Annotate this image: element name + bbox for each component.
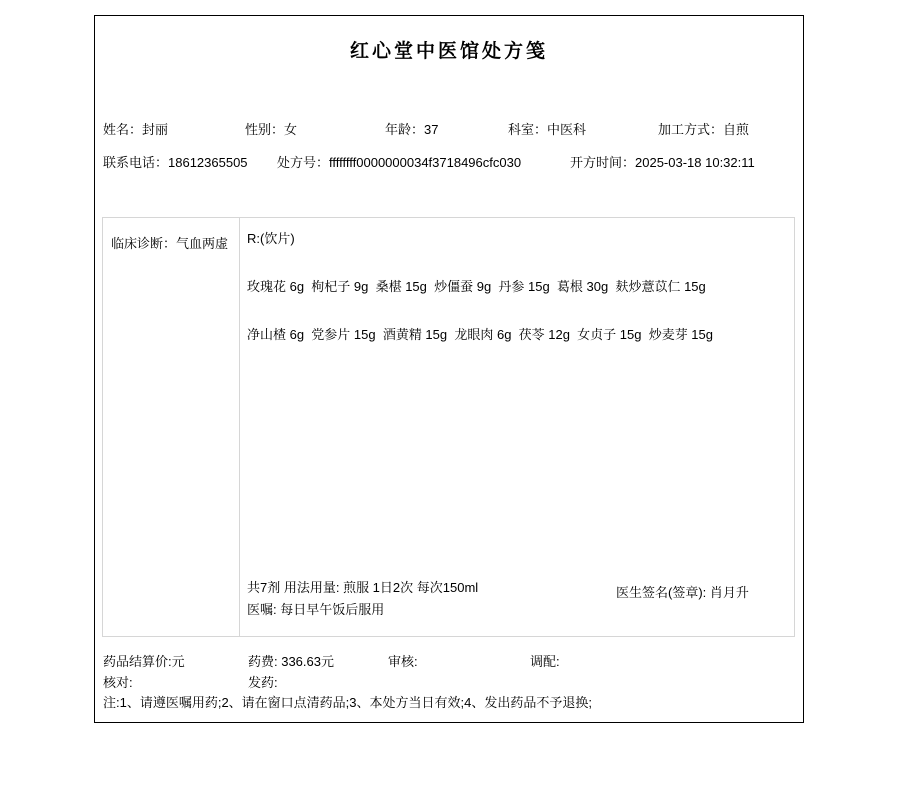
contact-phone-field: 联系电话：18612365505 <box>103 155 248 170</box>
footer-note: 注:1、请遵医嘱用药;2、请在窗口点清药品;3、本处方当日有效;4、发出药品不予退换; <box>103 695 592 710</box>
herb-line-1: 玫瑰花 6g 枸杞子 9g 桑椹 15g 炒僵蚕 9g 丹参 15g 葛根 30g 麸炒薏苡仁 15g <box>247 279 706 294</box>
patient-info-row-1 <box>95 119 803 136</box>
page-title: 红心堂中医馆处方笺 <box>349 41 548 62</box>
herb-line-2: 净山楂 6g 党参片 15g 酒黄精 15g 龙眼肉 6g 茯苓 12g 女贞子 15g 炒麦芽 15g <box>247 327 713 342</box>
patient-name-field: 姓名：封丽 <box>103 122 169 137</box>
diagnosis-label: 临床诊断： <box>111 236 177 251</box>
usage-line: 共7剂 用法用量: 煎服 1日2次 每次150ml <box>247 580 479 595</box>
doctor-signature <box>616 582 749 601</box>
prescription-number-field: 处方号：ffffffff0000000034f3718496cfc030 <box>277 155 522 170</box>
diagnosis-cell <box>103 218 240 636</box>
settlement-price-field: 药品结算价:元 <box>103 654 185 669</box>
medicine-fee-field: 药费: 336.63元 <box>248 654 334 669</box>
footer-row-1 <box>95 651 803 668</box>
processing-method-field: 加工方式：自煎 <box>658 122 750 137</box>
footer-row-2 <box>95 672 803 689</box>
dispense-prep-field: 调配: <box>530 654 560 669</box>
dispense-field: 发药: <box>248 675 278 690</box>
rx-cell <box>241 218 794 636</box>
patient-gender-field: 性别：女 <box>245 122 298 137</box>
doctor-advice: 医嘱: 每日早午饭后服用 <box>247 602 385 617</box>
prescription-box <box>102 217 795 637</box>
prescription-time-field: 开方时间：2025-03-18 10:32:11 <box>570 155 755 170</box>
rx-header: R:(饮片) <box>247 231 295 246</box>
doctor-name: 肖月升 <box>709 585 749 600</box>
diagnosis-value: 气血两虚 <box>176 236 229 251</box>
page-frame <box>94 15 804 723</box>
patient-info-row-2 <box>95 152 803 169</box>
doctor-signature-label: 医生签名(签章): <box>616 585 710 600</box>
department-field: 科室：中医科 <box>508 122 587 137</box>
check-field: 核对: <box>103 675 133 690</box>
patient-age-field: 年龄：37 <box>385 122 439 137</box>
review-field: 审核: <box>388 654 418 669</box>
